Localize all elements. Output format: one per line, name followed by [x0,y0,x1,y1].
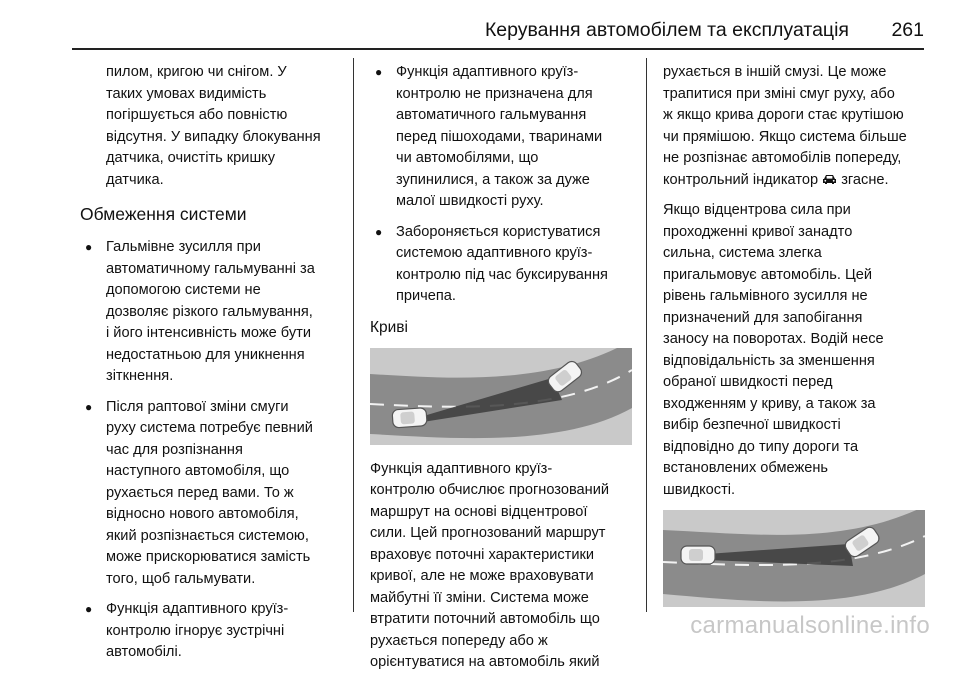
bullet-icon: ● [375,65,383,79]
curves-paragraph: Функція адаптивного круїз- контролю обчислює прогнозований маршрут на основі відцентрової сили. Цей прогнозований маршрут враховує поточні характеристики кривої, але не може враховувати майбутні її зміни. Система може втратити поточний автомобіль що рухається попереду або ж орієнтуватися на автомобіль який [370,460,610,670]
curve-detection-illustration [370,348,632,445]
list-item: ● Забороняється користуватися системою адаптивного круїз- контролю під час буксирування причепа. [375,223,608,304]
column-divider-right [646,58,647,612]
header-title: Керування автомобілем та експлуатація [484,19,849,41]
column-1 [80,62,346,673]
bullet-icon: ● [85,399,93,414]
bullet-icon: ● [85,240,93,254]
list-item: ● Функція адаптивного круїз- контролю ігнорує зустрічні автомобілі. [85,601,289,660]
section-heading-curves: Криві [370,318,408,336]
watermark: carmanualsonline.info [690,612,930,639]
bullet-icon: ● [375,224,383,239]
limitations-list [80,237,346,664]
curve-braking-illustration [663,510,925,607]
bullet-icon: ● [85,602,93,616]
centrifugal-force-paragraph: Якщо відцентрова сила при проходженні кривої занадто сильна, система злегка пригальмовує автомобіль. Цей рівень гальмівного зусилля не призначений для запобігання заносу на поворотах. Водій несе відповідальність за зменшення обраної швидкості перед входженням у криву, а також за вибір безпечної швидкості відповідно до типу дороги та встановлених обмежень швидкості. [663,202,884,498]
list-item: ● Функція адаптивного круїз- контролю не призначена для автоматичного гальмування перед пішоходами, тваринами чи автомобілями, що зупинилися, а також за дуже малої швидкості руху. [375,64,603,209]
list-item: ● Гальмівне зусилля при автоматичному гальмуванні за допомогою системи не дозволяє різкого гальмування, і його інтенсивність може бути недостатньою для уникнення зіткнення. [85,239,315,384]
header-rule [72,48,924,50]
section-heading-limitations: Обмеження системи [80,204,247,224]
restrictions-list [370,62,638,308]
column-2 [370,62,638,683]
list-item: ● Після раптової зміни смуги руху система потребує певний час для розпізнання наступного автомобіля, що рухається перед вами. То ж відносно нового автомобіля, який розпізнається системою, може прискорюватися замість того, щоб гальмувати. [85,398,313,587]
continued-paragraph: пилом, кригою чи снігом. У таких умовах видимість погіршується або повністю відсутня. У випадку блокування датчика, очистіть кришку датчика. [106,64,321,188]
car-ahead-icon [822,174,837,185]
page-header [72,10,924,50]
column-divider-left [353,58,354,612]
page-number: 261 [891,19,924,41]
column-3 [663,62,933,621]
continued-paragraph: рухається в іншій смузі. Це може трапитися при зміні смуг руху, або ж якщо крива дороги стає крутішою чи прямішою. Якщо система більше не розпізнає автомобілів попереду, контрольний індикатор згасне. [663,64,907,188]
